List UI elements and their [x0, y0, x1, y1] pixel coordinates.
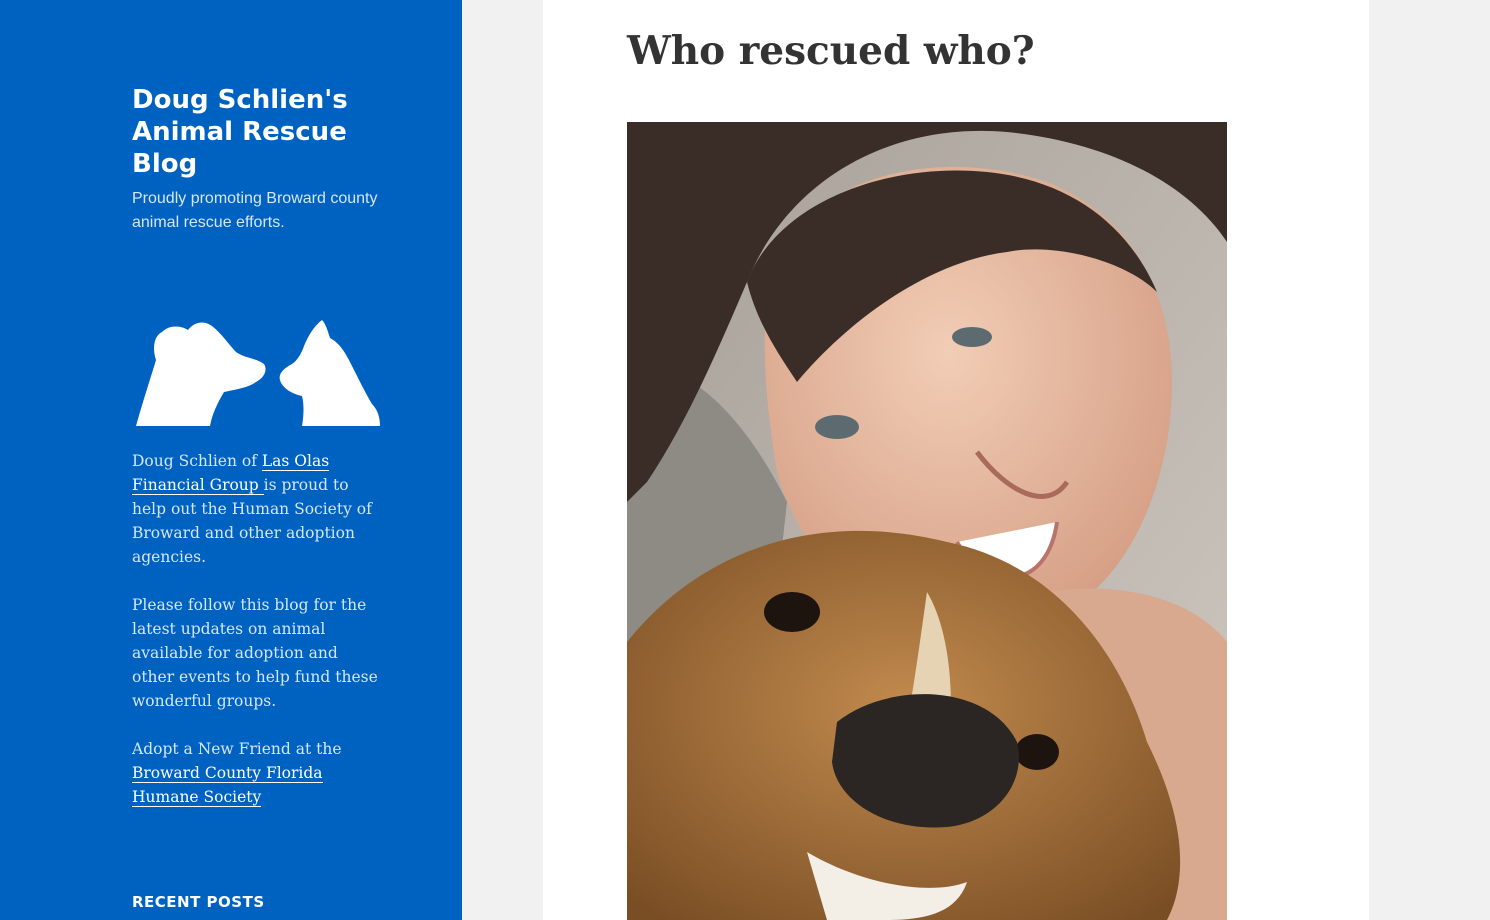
main-content: [543, 0, 1369, 920]
sidebar-intro-text: [132, 449, 384, 569]
adopt-text-before: Adopt a New Friend at the: [132, 740, 342, 758]
site-description: Proudly promoting Broward county animal rescue efforts.: [132, 190, 378, 231]
recent-posts-heading: RECENT POSTS: [132, 893, 265, 911]
dog-cat-silhouette-logo: [132, 318, 382, 428]
sidebar-adopt-text: [132, 737, 384, 809]
sidebar: [0, 0, 462, 920]
humane-society-link[interactable]: Broward County Florida Humane Society: [132, 764, 323, 806]
sidebar-follow-text: Please follow this blog for the latest updates on animal available for adoption and other events to help fund these wonderful groups.: [132, 596, 378, 710]
cat-silhouette: [280, 320, 380, 426]
intro-text-before: Doug Schlien of: [132, 452, 262, 470]
dog-silhouette: [136, 323, 266, 426]
intro-text-after: is proud to help out the Human Society of Broward and other adoption agencies.: [132, 476, 372, 566]
site-title[interactable]: Doug Schlien's Animal Rescue Blog: [132, 85, 348, 179]
post-title[interactable]: Who rescued who?: [627, 28, 1035, 74]
post-featured-photo: [627, 122, 1227, 920]
las-olas-financial-group-link[interactable]: Las Olas Financial Group: [132, 452, 330, 494]
